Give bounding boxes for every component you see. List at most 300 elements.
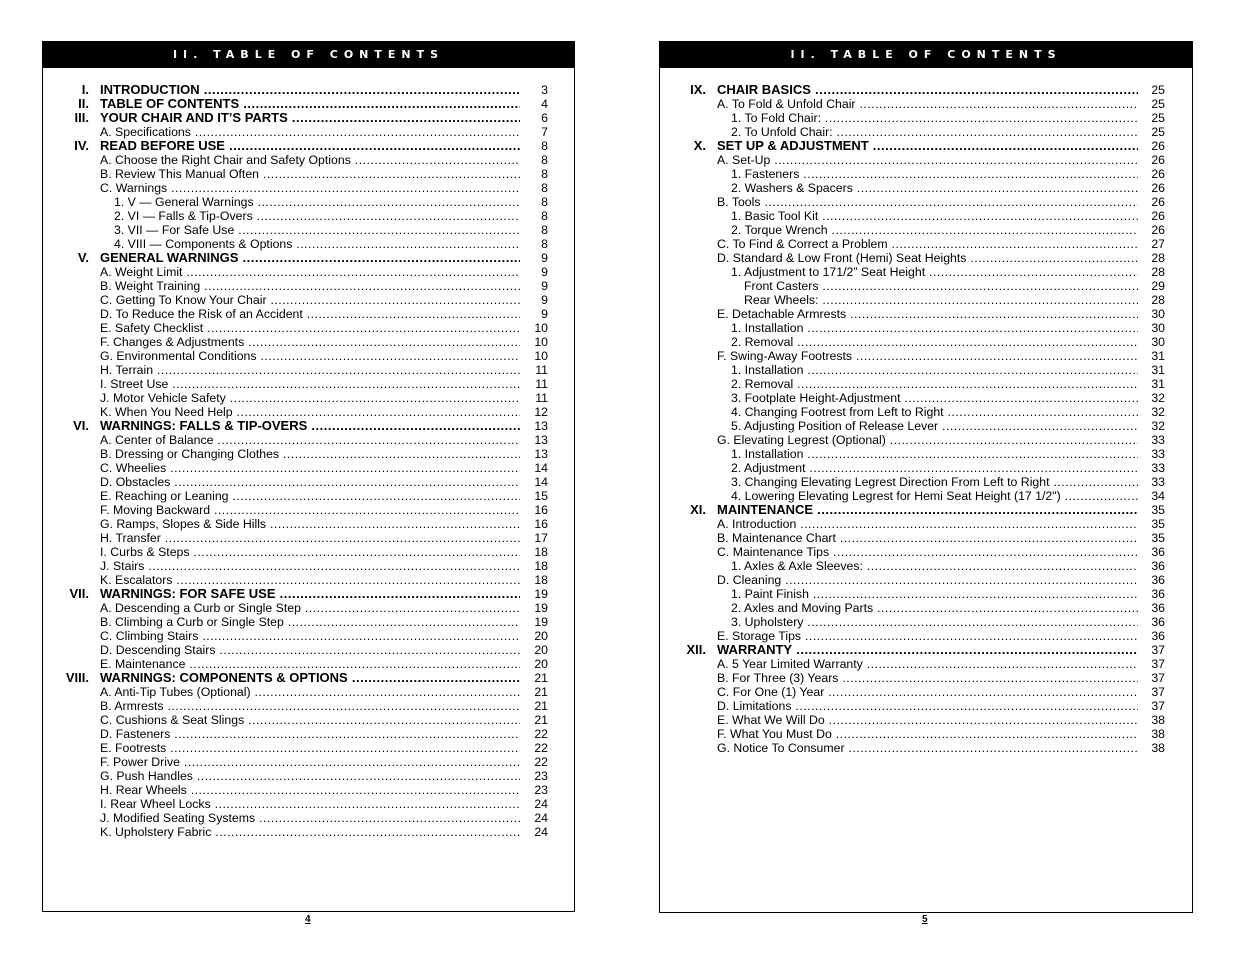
toc-entry-title: I. Curbs & Steps .....: [100, 545, 520, 559]
toc-entry[interactable]: [43, 755, 574, 769]
toc-entry-title: K. Upholstery Fabric .....: [100, 825, 520, 839]
toc-entry-title: G. Notice To Consumer .....: [717, 741, 1138, 755]
toc-entry[interactable]: [660, 83, 1192, 97]
toc-entry-page: 10: [534, 335, 548, 349]
toc-entry[interactable]: [43, 419, 574, 433]
toc-entry[interactable]: [43, 587, 574, 601]
toc-entry-page: 8: [541, 237, 548, 251]
toc-entry-title: 2. Removal .....: [731, 335, 1138, 349]
left-page: [42, 41, 575, 912]
toc-entry-page: 9: [541, 265, 548, 279]
toc-entry-title: B. Weight Training .....: [100, 279, 520, 293]
toc-entry-title: I. Street Use .....: [100, 377, 520, 391]
toc-entry[interactable]: [660, 433, 1192, 447]
section-header: II. TABLE OF CONTENTS: [43, 42, 574, 68]
toc-entry[interactable]: [43, 643, 574, 657]
toc-entry-page: 33: [1151, 433, 1165, 447]
toc-entry-title: 1. To Fold Chair: .....: [731, 111, 1138, 125]
toc-entry-title: 1. Installation .....: [731, 447, 1138, 461]
toc-entry-title: 2. VI — Falls & Tip-Overs .....: [114, 209, 520, 223]
toc-entry[interactable]: [43, 531, 574, 545]
toc-entry-page: 3: [541, 83, 548, 97]
toc-entry-title: D. Fasteners .....: [100, 727, 520, 741]
toc-entry[interactable]: [43, 811, 574, 825]
toc-entry-page: 12: [534, 405, 548, 419]
toc-entry[interactable]: [660, 153, 1192, 167]
toc-entry-title: 4. VIII — Components & Options .....: [114, 237, 520, 251]
toc-entry[interactable]: [660, 475, 1192, 489]
toc-entry[interactable]: [660, 223, 1192, 237]
toc-entry-title: 1. Basic Tool Kit .....: [731, 209, 1138, 223]
toc-entry[interactable]: [660, 657, 1192, 671]
toc-entry[interactable]: [660, 181, 1192, 195]
toc-entry-title: G. Environmental Conditions .....: [100, 349, 520, 363]
toc-entry[interactable]: [43, 475, 574, 489]
toc-entry-title: E. Footrests .....: [100, 741, 520, 755]
toc-entry-page: 26: [1151, 139, 1165, 153]
toc-entry-title: D. Standard & Low Front (Hemi) Seat Heights .....: [717, 251, 1138, 265]
toc-entry-title: WARRANTY .....: [717, 643, 1138, 657]
toc-entry-title: 2. Washers & Spacers .....: [731, 181, 1138, 195]
toc-entry[interactable]: [43, 181, 574, 195]
toc-entry[interactable]: [660, 727, 1192, 741]
toc-entry-page: 21: [534, 699, 548, 713]
toc-entry-title: 1. Fasteners .....: [731, 167, 1138, 181]
toc-entry-page: 30: [1151, 335, 1165, 349]
toc-entry-page: 10: [534, 349, 548, 363]
toc-entry[interactable]: [43, 713, 574, 727]
toc-section-number: VI.: [73, 418, 89, 433]
toc-entry-page: 36: [1151, 615, 1165, 629]
toc-entry-page: 33: [1151, 475, 1165, 489]
toc-entry-page: 14: [534, 475, 548, 489]
toc-entry[interactable]: [43, 405, 574, 419]
toc-entry-page: 8: [541, 181, 548, 195]
toc-entry[interactable]: [43, 517, 574, 531]
toc-entry-page: 8: [541, 167, 548, 181]
toc-entry-page: 15: [534, 489, 548, 503]
toc-entry-page: 10: [534, 321, 548, 335]
toc-entry[interactable]: [43, 111, 574, 125]
toc-section-number: V.: [77, 250, 89, 265]
toc-entry-title: 2. Axles and Moving Parts .....: [731, 601, 1138, 615]
toc-entry[interactable]: [660, 391, 1192, 405]
toc-entry[interactable]: [43, 657, 574, 671]
toc-entry-title: 3. VII — For Safe Use .....: [114, 223, 520, 237]
toc-entry[interactable]: [43, 671, 574, 685]
toc-entry-title: I. Rear Wheel Locks .....: [100, 797, 520, 811]
toc-entry-page: 26: [1151, 181, 1165, 195]
toc-entry-page: 31: [1151, 377, 1165, 391]
toc-section-number: II.: [78, 96, 89, 111]
toc-entry-title: C. To Find & Correct a Problem .....: [717, 237, 1138, 251]
toc-entry[interactable]: [43, 153, 574, 167]
toc-entry[interactable]: [660, 279, 1192, 293]
toc-entry[interactable]: [660, 419, 1192, 433]
toc-entry-page: 36: [1151, 629, 1165, 643]
toc-entry-page: 26: [1151, 153, 1165, 167]
toc-entry[interactable]: [660, 97, 1192, 111]
toc-entry[interactable]: [43, 391, 574, 405]
toc-entry-title: SET UP & ADJUSTMENT .....: [717, 139, 1138, 153]
toc-entry-title: E. Reaching or Leaning .....: [100, 489, 520, 503]
toc-entry-page: 30: [1151, 321, 1165, 335]
toc-entry-page: 26: [1151, 223, 1165, 237]
toc-entry[interactable]: [43, 377, 574, 391]
toc-entry-title: 2. Removal .....: [731, 377, 1138, 391]
toc-entry-title: 3. Upholstery .....: [731, 615, 1138, 629]
toc-entry-page: 20: [534, 643, 548, 657]
toc-entry-title: C. Cushions & Seat Slings .....: [100, 713, 520, 727]
toc-section-number: III.: [74, 110, 89, 125]
toc-entry[interactable]: [660, 321, 1192, 335]
toc-entry-title: 4. Lowering Elevating Legrest for Hemi Seat Height (17 1/2") .....: [731, 489, 1138, 503]
toc-entry-page: 37: [1151, 699, 1165, 713]
toc-entry[interactable]: [660, 125, 1192, 139]
toc-entry-page: 21: [534, 671, 548, 685]
toc-entry[interactable]: [660, 489, 1192, 503]
toc-section-number: VII.: [69, 586, 89, 601]
toc-entry[interactable]: [43, 615, 574, 629]
toc-entry-page: 26: [1151, 195, 1165, 209]
toc-entry-page: 32: [1151, 405, 1165, 419]
toc-entry-page: 30: [1151, 307, 1165, 321]
toc-entry[interactable]: [660, 699, 1192, 713]
toc-entry[interactable]: [660, 503, 1192, 517]
toc-entry-title: B. Climbing a Curb or Single Step .....: [100, 615, 520, 629]
toc-entry[interactable]: [43, 293, 574, 307]
toc-entry-page: 32: [1151, 391, 1165, 405]
toc-entry-page: 11: [535, 391, 548, 405]
toc-entry-page: 8: [541, 209, 548, 223]
toc-entry-page: 36: [1151, 573, 1165, 587]
toc-entry-title: Front Casters .....: [744, 279, 1138, 293]
toc-entry-title: J. Motor Vehicle Safety .....: [100, 391, 520, 405]
toc-entry[interactable]: [43, 545, 574, 559]
toc-entry-title: 2. Adjustment .....: [731, 461, 1138, 475]
toc-entry[interactable]: [43, 461, 574, 475]
toc-entry-title: E. Storage Tips .....: [717, 629, 1138, 643]
toc-entry-title: H. Transfer .....: [100, 531, 520, 545]
toc-entry-title: INTRODUCTION .....: [100, 83, 520, 97]
toc-entry[interactable]: [43, 139, 574, 153]
toc-entry-page: 22: [534, 755, 548, 769]
toc-entry-page: 25: [1151, 111, 1165, 125]
toc-entry[interactable]: [43, 797, 574, 811]
toc-entry-title: A. 5 Year Limited Warranty .....: [717, 657, 1138, 671]
toc-entry-page: 25: [1151, 97, 1165, 111]
toc-entry-title: E. What We Will Do .....: [717, 713, 1138, 727]
toc-entry[interactable]: [43, 573, 574, 587]
toc-entry-page: 8: [541, 223, 548, 237]
toc-entry-title: F. Changes & Adjustments .....: [100, 335, 520, 349]
toc-entry-page: 18: [534, 573, 548, 587]
toc-section-number: XI.: [690, 502, 706, 517]
toc-entry-page: 38: [1151, 727, 1165, 741]
toc-entry[interactable]: [43, 125, 574, 139]
toc-entry-page: 24: [534, 797, 548, 811]
toc-entry[interactable]: [43, 489, 574, 503]
toc-entry[interactable]: [43, 447, 574, 461]
toc-entry[interactable]: [660, 685, 1192, 699]
toc-entry-title: B. For Three (3) Years .....: [717, 671, 1138, 685]
toc-entry-page: 27: [1151, 237, 1165, 251]
toc-entry[interactable]: [43, 265, 574, 279]
toc-entry[interactable]: [43, 727, 574, 741]
toc-entry-page: 7: [541, 125, 548, 139]
toc-entry-title: F. What You Must Do .....: [717, 727, 1138, 741]
toc-entry[interactable]: [660, 209, 1192, 223]
toc-section-number: IV.: [74, 138, 89, 153]
toc-entry[interactable]: [660, 349, 1192, 363]
toc-entry-title: G. Elevating Legrest (Optional) .....: [717, 433, 1138, 447]
toc-entry-page: 29: [1151, 279, 1165, 293]
toc-entry[interactable]: [43, 209, 574, 223]
toc-entry-title: J. Stairs .....: [100, 559, 520, 573]
toc-entry-title: 5. Adjusting Position of Release Lever .....: [731, 419, 1138, 433]
toc-entry[interactable]: [660, 713, 1192, 727]
toc-entry-page: 35: [1151, 503, 1165, 517]
toc-entry[interactable]: [660, 629, 1192, 643]
toc-entry-title: 2. To Unfold Chair: .....: [731, 125, 1138, 139]
toc-entry-page: 6: [541, 111, 548, 125]
toc-entry-title: 1. Installation .....: [731, 321, 1138, 335]
toc-entry-page: 38: [1151, 741, 1165, 755]
toc-entry-page: 31: [1151, 363, 1165, 377]
toc-entry-title: F. Swing-Away Footrests .....: [717, 349, 1138, 363]
toc-entry-page: 8: [541, 153, 548, 167]
toc-entry-title: 4. Changing Footrest from Left to Right .....: [731, 405, 1138, 419]
toc-entry-page: 13: [534, 419, 548, 433]
toc-entry-title: E. Maintenance .....: [100, 657, 520, 671]
toc-entry-title: MAINTENANCE .....: [717, 503, 1138, 517]
toc-entry-title: K. Escalators .....: [100, 573, 520, 587]
toc-entry-title: 3. Footplate Height-Adjustment .....: [731, 391, 1138, 405]
toc-entry[interactable]: [43, 349, 574, 363]
toc-entry-page: 8: [541, 139, 548, 153]
toc-entry-page: 28: [1151, 265, 1165, 279]
toc-entry[interactable]: [660, 405, 1192, 419]
toc-entry-page: 13: [534, 433, 548, 447]
toc-entry[interactable]: [660, 167, 1192, 181]
toc-entry-page: 9: [541, 251, 548, 265]
toc-section-number: XII.: [686, 642, 706, 657]
toc-entry-title: G. Push Handles .....: [100, 769, 520, 783]
toc-entry-page: 37: [1151, 685, 1165, 699]
toc-entry[interactable]: [660, 545, 1192, 559]
toc-entry-title: D. Cleaning .....: [717, 573, 1138, 587]
toc-entry-page: 11: [535, 363, 548, 377]
right-page: [659, 41, 1193, 913]
toc-entry[interactable]: [43, 237, 574, 251]
toc-entry-title: GENERAL WARNINGS .....: [100, 251, 520, 265]
toc-entry[interactable]: [43, 685, 574, 699]
toc-entry-title: E. Detachable Armrests .....: [717, 307, 1138, 321]
page-number: 5: [922, 914, 928, 925]
toc-entry-title: A. Center of Balance .....: [100, 433, 520, 447]
toc-entry[interactable]: [43, 629, 574, 643]
toc-entry-title: CHAIR BASICS .....: [717, 83, 1138, 97]
toc-entry-page: 18: [534, 559, 548, 573]
toc-entry-page: 23: [534, 783, 548, 797]
toc-entry-page: 9: [541, 293, 548, 307]
toc-entry[interactable]: [660, 139, 1192, 153]
toc-entry-page: 9: [541, 279, 548, 293]
toc-entry-page: 19: [534, 615, 548, 629]
toc-entry-title: A. Choose the Right Chair and Safety Options .....: [100, 153, 520, 167]
toc-entry[interactable]: [43, 335, 574, 349]
toc-entry-page: 25: [1151, 125, 1165, 139]
toc-entry[interactable]: [660, 363, 1192, 377]
toc-entry[interactable]: [660, 335, 1192, 349]
toc-entry[interactable]: [43, 195, 574, 209]
toc-entry[interactable]: [43, 601, 574, 615]
toc-entry-page: 37: [1151, 657, 1165, 671]
toc-entry[interactable]: [43, 559, 574, 573]
toc-entry-page: 36: [1151, 545, 1165, 559]
toc-entry-title: E. Safety Checklist .....: [100, 321, 520, 335]
toc-section-number: IX.: [690, 82, 706, 97]
toc-entry-title: 3. Changing Elevating Legrest Direction From Left to Right .....: [731, 475, 1138, 489]
toc-entry[interactable]: [43, 279, 574, 293]
toc-entry-page: 33: [1151, 461, 1165, 475]
toc-entry[interactable]: [660, 741, 1192, 755]
toc-entry[interactable]: [660, 517, 1192, 531]
toc-entry[interactable]: [660, 573, 1192, 587]
toc-entry[interactable]: [660, 195, 1192, 209]
toc-entry-page: 8: [541, 195, 548, 209]
toc-entry-title: D. To Reduce the Risk of an Accident .....: [100, 307, 520, 321]
toc-list: [660, 83, 1192, 755]
toc-entry-page: 37: [1151, 643, 1165, 657]
toc-entry[interactable]: [43, 97, 574, 111]
toc-entry-page: 16: [534, 517, 548, 531]
toc-entry-page: 19: [534, 601, 548, 615]
toc-entry[interactable]: [660, 447, 1192, 461]
toc-entry-page: 36: [1151, 587, 1165, 601]
toc-entry[interactable]: [660, 531, 1192, 545]
toc-entry[interactable]: [43, 251, 574, 265]
toc-entry-title: B. Maintenance Chart .....: [717, 531, 1138, 545]
toc-entry-title: D. Limitations .....: [717, 699, 1138, 713]
toc-entry[interactable]: [660, 643, 1192, 657]
toc-entry[interactable]: [43, 433, 574, 447]
toc-entry-title: A. Weight Limit .....: [100, 265, 520, 279]
toc-entry-title: C. For One (1) Year .....: [717, 685, 1138, 699]
toc-entry-page: 36: [1151, 559, 1165, 573]
toc-entry-title: WARNINGS: FALLS & TIP-OVERS .....: [100, 419, 520, 433]
toc-entry-title: 1. Paint Finish .....: [731, 587, 1138, 601]
toc-section-number: VIII.: [65, 670, 89, 685]
toc-entry-page: 35: [1151, 531, 1165, 545]
toc-entry[interactable]: [660, 111, 1192, 125]
toc-entry[interactable]: [43, 321, 574, 335]
toc-entry[interactable]: [43, 699, 574, 713]
toc-entry-page: 20: [534, 629, 548, 643]
toc-entry[interactable]: [660, 237, 1192, 251]
toc-entry[interactable]: [43, 363, 574, 377]
toc-entry-title: K. When You Need Help .....: [100, 405, 520, 419]
toc-entry-title: H. Terrain .....: [100, 363, 520, 377]
toc-entry-title: J. Modified Seating Systems .....: [100, 811, 520, 825]
toc-entry-title: 1. Adjustment to 171/2” Seat Height .....: [731, 265, 1138, 279]
toc-entry-page: 36: [1151, 601, 1165, 615]
toc-entry[interactable]: [660, 293, 1192, 307]
toc-entry-title: 2. Torque Wrench .....: [731, 223, 1138, 237]
toc-entry[interactable]: [660, 559, 1192, 573]
toc-entry-page: 11: [535, 377, 548, 391]
toc-entry-page: 21: [534, 685, 548, 699]
toc-entry-page: 32: [1151, 419, 1165, 433]
toc-entry-title: WARNINGS: FOR SAFE USE .....: [100, 587, 520, 601]
toc-entry-page: 34: [1151, 489, 1165, 503]
toc-entry-page: 17: [534, 531, 548, 545]
toc-entry-title: H. Rear Wheels .....: [100, 783, 520, 797]
toc-entry[interactable]: [660, 671, 1192, 685]
section-header: II. TABLE OF CONTENTS: [660, 42, 1192, 68]
toc-entry[interactable]: [43, 83, 574, 97]
toc-entry-page: 9: [541, 307, 548, 321]
page-number: 4: [305, 914, 311, 925]
toc-entry[interactable]: [660, 251, 1192, 265]
toc-entry-title: G. Ramps, Slopes & Side Hills .....: [100, 517, 520, 531]
toc-entry-title: F. Power Drive .....: [100, 755, 520, 769]
toc-entry-title: 1. V — General Warnings .....: [114, 195, 520, 209]
toc-entry-page: 16: [534, 503, 548, 517]
toc-entry[interactable]: [43, 307, 574, 321]
toc-entry[interactable]: [660, 307, 1192, 321]
toc-entry[interactable]: [43, 167, 574, 181]
toc-section-number: X.: [693, 138, 706, 153]
toc-entry[interactable]: [660, 265, 1192, 279]
toc-entry-title: B. Armrests .....: [100, 699, 520, 713]
toc-entry[interactable]: [660, 587, 1192, 601]
toc-entry-page: 13: [534, 447, 548, 461]
toc-entry[interactable]: [43, 503, 574, 517]
toc-entry-page: 4: [541, 97, 548, 111]
toc-entry[interactable]: [43, 783, 574, 797]
toc-entry[interactable]: [660, 615, 1192, 629]
toc-entry-page: 24: [534, 825, 548, 839]
toc-entry-title: C. Getting To Know Your Chair .....: [100, 293, 520, 307]
toc-entry-page: 33: [1151, 447, 1165, 461]
toc-entry-page: 25: [1151, 83, 1165, 97]
toc-entry-page: 26: [1151, 167, 1165, 181]
toc-entry-page: 28: [1151, 251, 1165, 265]
toc-entry-page: 24: [534, 811, 548, 825]
toc-entry-page: 14: [534, 461, 548, 475]
toc-entry[interactable]: [43, 825, 574, 839]
toc-entry-page: 18: [534, 545, 548, 559]
toc-entry[interactable]: [43, 769, 574, 783]
toc-entry[interactable]: [43, 741, 574, 755]
toc-entry-title: C. Climbing Stairs .....: [100, 629, 520, 643]
toc-entry-title: A. Anti-Tip Tubes (Optional) .....: [100, 685, 520, 699]
toc-entry-title: B. Review This Manual Often .....: [100, 167, 520, 181]
toc-entry[interactable]: [660, 461, 1192, 475]
toc-entry[interactable]: [660, 601, 1192, 615]
toc-entry-title: YOUR CHAIR AND IT’S PARTS .....: [100, 111, 520, 125]
toc-entry-page: 31: [1151, 349, 1165, 363]
toc-entry-title: D. Obstacles .....: [100, 475, 520, 489]
toc-section-number: I.: [81, 82, 89, 97]
toc-entry-title: B. Tools .....: [717, 195, 1138, 209]
toc-entry[interactable]: [43, 223, 574, 237]
toc-entry-title: 1. Installation .....: [731, 363, 1138, 377]
toc-entry[interactable]: [660, 377, 1192, 391]
toc-entry-page: 35: [1151, 517, 1165, 531]
toc-entry-title: A. Set-Up .....: [717, 153, 1138, 167]
